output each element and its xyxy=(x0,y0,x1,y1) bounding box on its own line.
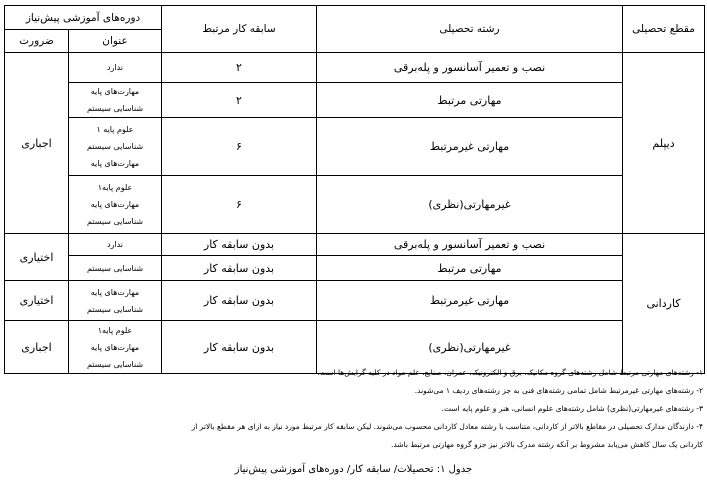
experience-cell: بدون سابقه کار xyxy=(162,234,317,256)
header-course-title: عنوان xyxy=(69,30,162,53)
major-cell: غیرمهارتی(نظری) xyxy=(317,176,623,234)
major-cell: مهارتی غیرمرتبط xyxy=(317,118,623,176)
course-cell: ندارد xyxy=(69,53,162,83)
necessity-cell: اجباری xyxy=(5,321,69,374)
prerequisites-table xyxy=(4,5,705,374)
major-cell: نصب و تعمیر آسانسور و پله‌برقی xyxy=(317,234,623,256)
header-experience: سابقه کار مرتبط xyxy=(162,6,317,53)
header-necessity: ضرورت xyxy=(5,30,69,53)
major-cell: نصب و تعمیر آسانسور و پله‌برقی xyxy=(317,53,623,83)
course-cell: علوم پایه۱ مهارت‌های پایه شناسایی سیستم xyxy=(69,321,162,374)
table-row xyxy=(5,83,705,118)
experience-cell: بدون سابقه کار xyxy=(162,256,317,281)
footnote: ۳- رشته‌های غیرمهارتی(نظری) شامل رشته‌های علوم انسانی، هنر و علوم پایه است. xyxy=(441,404,703,413)
experience-cell: ۶ xyxy=(162,176,317,234)
major-cell: مهارتی غیرمرتبط xyxy=(317,281,623,321)
grade-cell-diploma: دیپلم xyxy=(623,53,705,234)
table-row xyxy=(5,53,705,83)
course-cell: مهارت‌های پایه شناسایی سیستم xyxy=(69,281,162,321)
major-cell: غیرمهارتی(نظری) xyxy=(317,321,623,374)
course-cell: علوم پایه۱ مهارت‌های پایه شناسایی سیستم xyxy=(69,176,162,234)
footnotes xyxy=(183,364,703,454)
experience-cell: ۲ xyxy=(162,83,317,118)
grade-cell-associate: کاردانی xyxy=(623,234,705,374)
course-cell: ندارد xyxy=(69,234,162,256)
table-row xyxy=(5,281,705,321)
necessity-cell: اجباری xyxy=(5,53,69,234)
experience-cell: ۶ xyxy=(162,118,317,176)
major-cell: مهارتی مرتبط xyxy=(317,256,623,281)
table-row xyxy=(5,256,705,281)
footnote: کاردانی یک سال کاهش می‌یابد مشروط بر آنکه رشته مدرک بالاتر نیز جزو گروه مهارتی مرتبط باشد. xyxy=(390,440,703,449)
table-caption: جدول ۱: تحصیلات/ سابقه کار/ دوره‌های آموزشی پیش‌نیاز xyxy=(234,464,473,475)
header-courses-group: دوره‌های آموزشی پیش‌نیاز xyxy=(5,6,162,30)
experience-cell: بدون سابقه کار xyxy=(162,321,317,374)
course-cell: مهارت‌های پایه شناسایی سیستم xyxy=(69,83,162,118)
footnote: ۴- دارندگان مدارک تحصیلی در مقاطع بالاتر از کاردانی، متناسب با رشته معادل کاردانی محسوب می‌شوند. لیکن سابقه کار مرتبط مورد نیاز به ازای هر مقطع بالاتر از xyxy=(191,422,703,431)
course-cell: علوم پایه ۱ شناسایی سیستم مهارت‌های پایه xyxy=(69,118,162,176)
necessity-cell: اختیاری xyxy=(5,281,69,321)
header-grade: مقطع تحصیلی xyxy=(623,6,705,53)
course-cell: شناسایی سیستم xyxy=(69,256,162,281)
header-major: رشته تحصیلی xyxy=(317,6,623,53)
footnote: ۲- رشته‌های مهارتی غیرمرتبط شامل تمامی رشته‌های فنی به جز رشته‌های ردیف ۱ می‌شوند. xyxy=(414,386,703,395)
table-row xyxy=(5,234,705,256)
footnote: ۱- رشته‌های مهارتی مرتبط شامل رشته‌های گروه مکانیک، برق و الکترونیک، عمران، صنایع، علم مواد در کلیه گرایش‌ها است. xyxy=(317,368,703,377)
necessity-cell: اختیاری xyxy=(5,234,69,281)
table-row xyxy=(5,176,705,234)
table-row xyxy=(5,118,705,176)
experience-cell: ۲ xyxy=(162,53,317,83)
major-cell: مهارتی مرتبط xyxy=(317,83,623,118)
experience-cell: بدون سابقه کار xyxy=(162,281,317,321)
